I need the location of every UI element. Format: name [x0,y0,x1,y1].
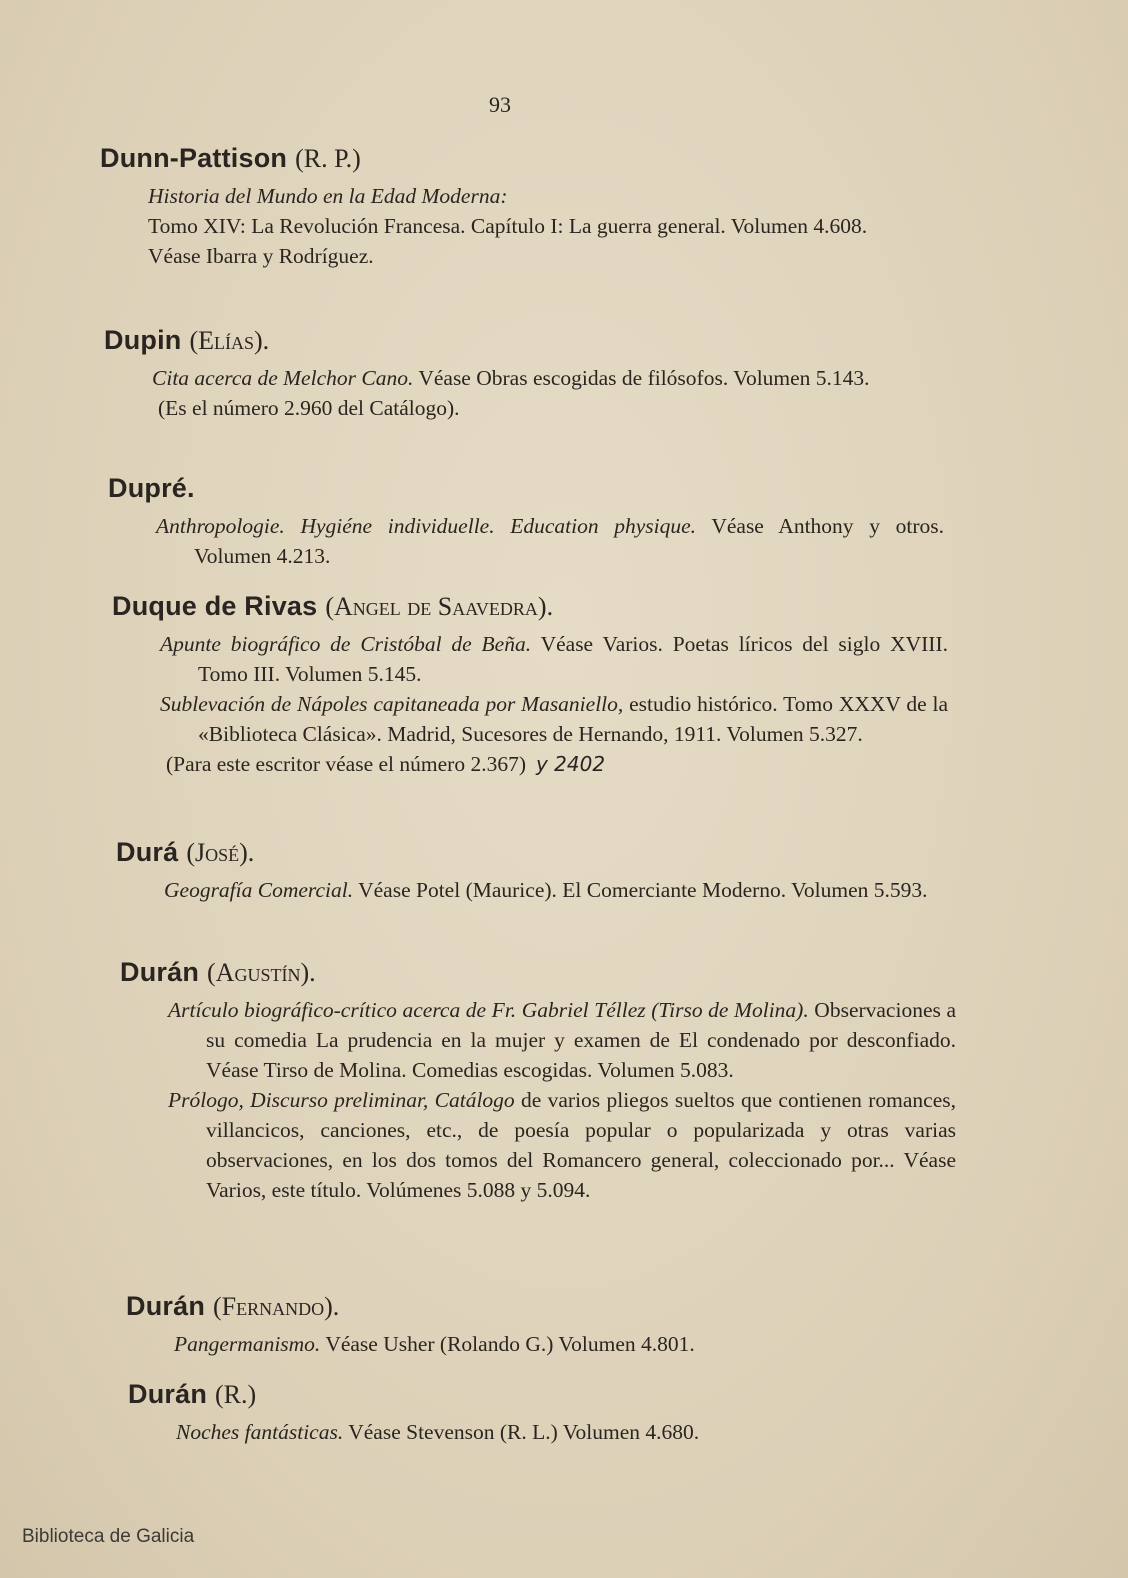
entry-heading [128,1376,964,1413]
work-item [160,629,948,689]
entry-body [116,875,952,905]
catalog-entry [112,588,948,779]
work-text: Véase Usher (Rolando G.) Volumen 4.801. [325,1332,695,1356]
work-item [164,875,952,905]
work-text: Tomo XIV: La Revolución Francesa. Capítulo I: La guerra general. Volumen 4.608. [148,214,868,238]
entry-body [120,995,956,1205]
catalog-entry [128,1376,964,1447]
entry-heading [112,588,948,625]
work-item [168,995,956,1085]
work-title: Historia del Mundo en la Edad Moderna: [148,184,508,208]
page-number: 93 [489,92,511,117]
author-qualifier: (Agustín). [207,958,316,987]
author-name: Durá [116,837,179,867]
catalog-entry [126,1288,962,1359]
work-title: Cita acerca de Melchor Cano. [152,366,414,390]
author-name: Duque de Rivas [112,591,318,621]
author-name: Dupin [104,325,182,355]
catalog-entry [100,140,936,271]
work-text: Véase Varios. Poetas líricos del siglo XVIII. Tomo III. Volumen 5.145. [198,632,948,686]
work-title: Anthropologie. Hygiéne individuelle. Education physique. [156,514,697,538]
author-name: Dunn-Pattison [100,143,288,173]
work-text: Véase Obras escogidas de filósofos. Volumen 5.143. [418,366,870,390]
author-qualifier: (Angel de Saavedra). [325,592,554,621]
work-item [156,511,944,571]
entry-body [112,629,948,779]
entry-body [104,363,940,423]
work-text: Véase Potel (Maurice). El Comerciante Moderno. Volumen 5.593. [358,878,928,902]
handwritten-annotation: y 2402 [535,752,606,776]
work-title: Apunte biográfico de Cristóbal de Beña. [160,632,532,656]
entry-body [126,1329,962,1359]
work-title: Artículo biográfico-crítico acerca de Fr. Gabriel Téllez (Tirso de Molina). [168,998,809,1022]
library-watermark: Biblioteca de Galicia [22,1526,195,1547]
work-item [152,363,940,393]
work-title: Pangermanismo. [174,1332,321,1356]
work-text: Véase Ibarra y Rodríguez. [148,244,374,268]
entry-heading [126,1288,962,1325]
author-qualifier: (Elías). [189,326,270,355]
entry-heading [104,322,940,359]
entry-note [166,749,906,779]
work-text: Véase Anthony y otros. Volumen 4.213. [194,514,944,568]
catalog-entry [116,834,952,905]
work-item [168,1085,956,1205]
work-title: Prólogo, Discurso preliminar, Catálogo [168,1088,515,1112]
catalog-entry [108,470,944,571]
author-name: Durán [120,957,200,987]
note-text: (Para este escritor véase el número 2.367) [166,752,526,776]
author-qualifier: (R. P.) [295,144,361,173]
work-item [174,1329,962,1359]
author-qualifier: (R.) [215,1380,257,1409]
work-title: Geografía Comercial. [164,878,354,902]
work-item [148,211,936,241]
entry-heading [108,470,944,507]
work-title: Noches fantásticas. [176,1420,344,1444]
entry-heading [100,140,936,177]
author-qualifier: (Fernando). [213,1292,340,1321]
catalog-entry [104,322,940,423]
work-item [148,241,936,271]
catalog-entry [120,954,956,1205]
entry-heading [116,834,952,871]
entry-note: (Es el número 2.960 del Catálogo). [158,396,460,420]
work-text: estudio histórico. Tomo XXXV de la «Biblioteca Clásica». Madrid, Sucesores de Hernando, 1911. Volumen 5.327. [198,692,949,746]
work-text: Véase Stevenson (R. L.) Volumen 4.680. [348,1420,700,1444]
work-text: Observaciones a su comedia La prudencia en la mujer y examen de El condenado por desconfiado. Véase Tirso de Molina. Comedias escogidas. Volumen 5.083. [206,998,956,1082]
entry-body [108,511,944,571]
work-item [160,689,948,749]
entry-body [128,1417,964,1447]
author-name: Durán [128,1379,208,1409]
entry-heading [120,954,956,991]
work-text: de varios pliegos sueltos que contienen romances, villancicos, canciones, etc., de poesía popular o popularizada y otras varias observaciones, en los dos tomos del Romancero general, coleccionado por... Véase Varios, este título. Volúmenes 5.088 y 5.094. [206,1088,956,1202]
entry-body [100,181,936,271]
author-name: Durán [126,1291,206,1321]
work-item [176,1417,964,1447]
author-qualifier: (José). [186,838,255,867]
work-title: Sublevación de Nápoles capitaneada por Masaniello, [160,692,624,716]
author-name: Dupré. [108,473,195,503]
work-item [148,181,936,211]
